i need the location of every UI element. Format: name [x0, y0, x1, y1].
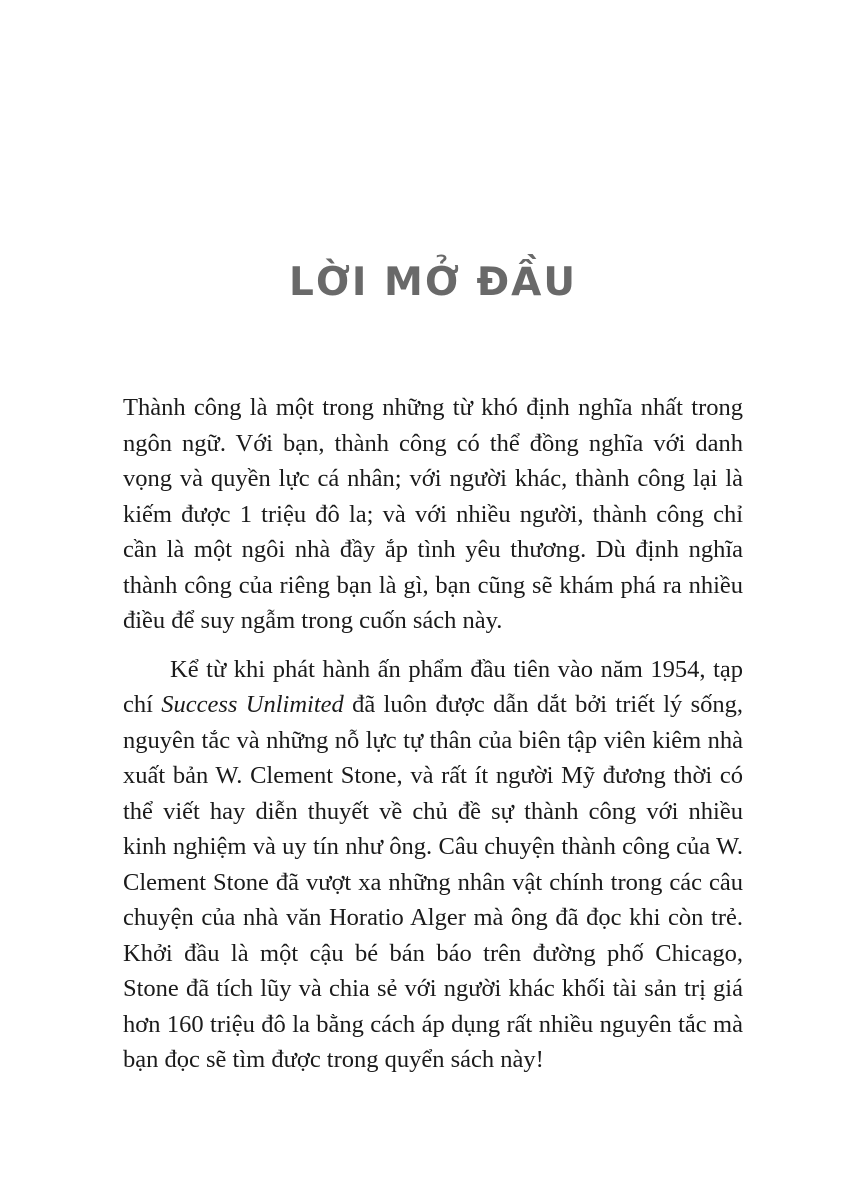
magazine-title-italic: Success Unlimited	[161, 691, 344, 718]
paragraph-2-text-before: Kể từ khi phát hành ấn phẩm đầu tiên vào năm 1954, tạp chí	[123, 655, 743, 718]
body-text	[123, 390, 743, 1078]
chapter-title: LỜI MỞ ĐẦU	[289, 260, 577, 305]
paragraph-2-text-after: đã luôn được dẫn dắt bởi triết lý sống, nguyên tắc và những nỗ lực tự thân của biên tập viên kiêm nhà xuất bản W. Clement Stone, và rất ít người Mỹ đương thời có thể viết hay diễn thuyết về chủ đề sự thành công với nhiều kinh nghiệm và uy tín như ông. Câu chuyện thành công của W. Clement Stone đã vượt xa những nhân vật chính trong các câu chuyện của nhà văn Horatio Alger mà ông đã đọc khi còn trẻ. Khởi đầu là một cậu bé bán báo trên đường phố Chicago, Stone đã tích lũy và chia sẻ với người khác khối tài sản trị giá hơn 160 triệu đô la bằng cách áp dụng rất nhiều nguyên tắc mà bạn đọc sẽ tìm được trong quyển sách này!	[123, 691, 743, 1073]
paragraph-1: Thành công là một trong những từ khó định nghĩa nhất trong ngôn ngữ. Với bạn, thành công có thể đồng nghĩa với danh vọng và quyền lực cá nhân; với người khác, thành công lại là kiếm được 1 triệu đô la; và với nhiều người, thành công chỉ cần là một ngôi nhà đầy ắp tình yêu thương. Dù định nghĩa thành công của riêng bạn là gì, bạn cũng sẽ khám phá ra nhiều điều để suy ngẫm trong cuốn sách này.	[123, 394, 743, 634]
paragraph-2	[123, 652, 743, 1078]
